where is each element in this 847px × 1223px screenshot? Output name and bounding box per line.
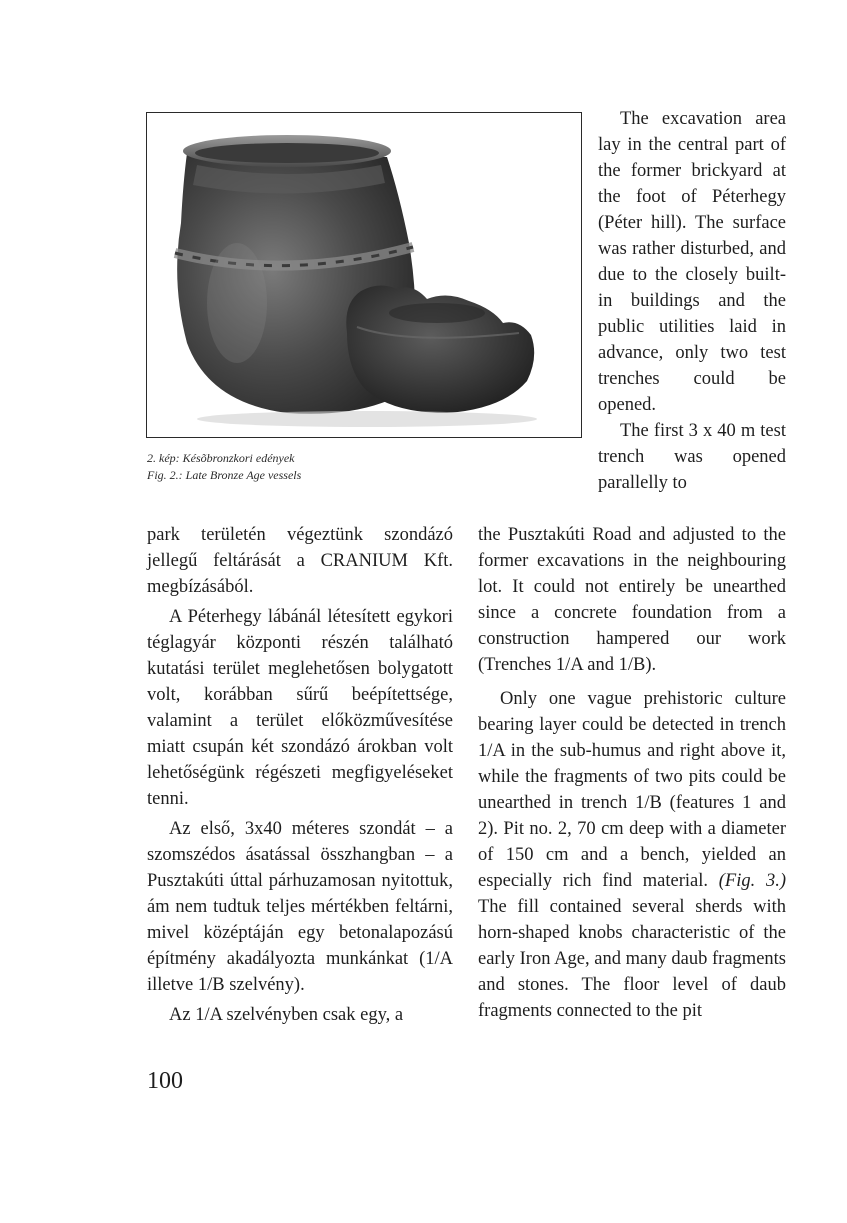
page-number: 100 [147,1068,183,1094]
text-run: The fill contained several sherds with horn-shaped knobs characteristic of the early Iron Age, and many daub fragments and stones. The floor level of daub fragments connected to the pit [478,897,786,1021]
pottery-vessels-photo-icon [147,113,581,437]
paragraph: park területén végeztünk szondázó jellegű feltárását a CRANIUM Kft. megbízásából. [147,525,453,597]
right-column-bottom [478,522,786,1024]
paragraph: the Pusztakúti Road and adjusted to the former excavations in the neighbouring lot. It could not entirely be unearthed since a concrete foundation from a construction hampered our work (Trenches 1/A and 1/B). [478,525,786,675]
figure-caption-hu: 2. kép: Késõbronzkori edények [147,451,295,465]
figure-photo [146,112,582,438]
right-column-top [598,106,786,496]
paragraph: Az első, 3x40 méteres szondát – a szomszédos ásatással összhangban – a Pusztakúti úttal párhuzamosan nyitottuk, ám nem tudtuk teljes mértékben feltárni, mivel középtáján egy betonalapozású építmény akadályozta munkánkat (1/A illetve 1/B szelvény). [147,819,453,995]
text-run: Only one vague prehistoric culture bearing layer could be detected in trench 1/A in the sub-humus and right above it, while the fragments of two pits could be unearthed in trench 1/B (features 1 and 2). Pit no. 2, 70 cm deep with a diameter of 150 cm and a bench, yielded an especially rich find material. [478,689,786,891]
figure-reference: (Fig. 3.) [718,871,786,891]
paragraph: Az 1/A szelvényben csak egy, a [169,1005,404,1025]
paragraph [478,686,786,1024]
left-column [147,522,453,1028]
paragraph: The first 3 x 40 m test trench was opened parallelly to [598,421,786,493]
figure-caption-en: Fig. 2.: Late Bronze Age vessels [147,468,302,482]
paragraph: A Péterhegy lábánál létesített egykori téglagyár központi részén található kutatási terület meglehetősen bolygatott volt, korábban sűrű beépítettsége, valamint a terület előközművesítése miatt csupán két szondázó árokban volt lehetőségünk régészeti megfigyeléseket tenni. [147,607,453,809]
paragraph: The excavation area lay in the central part of the former brickyard at the foot of Péterhegy (Péter hill). The surface was rather disturbed, and due to the closely built-in buildings and the public utilities laid in advance, only two test trenches could be opened. [598,109,786,415]
